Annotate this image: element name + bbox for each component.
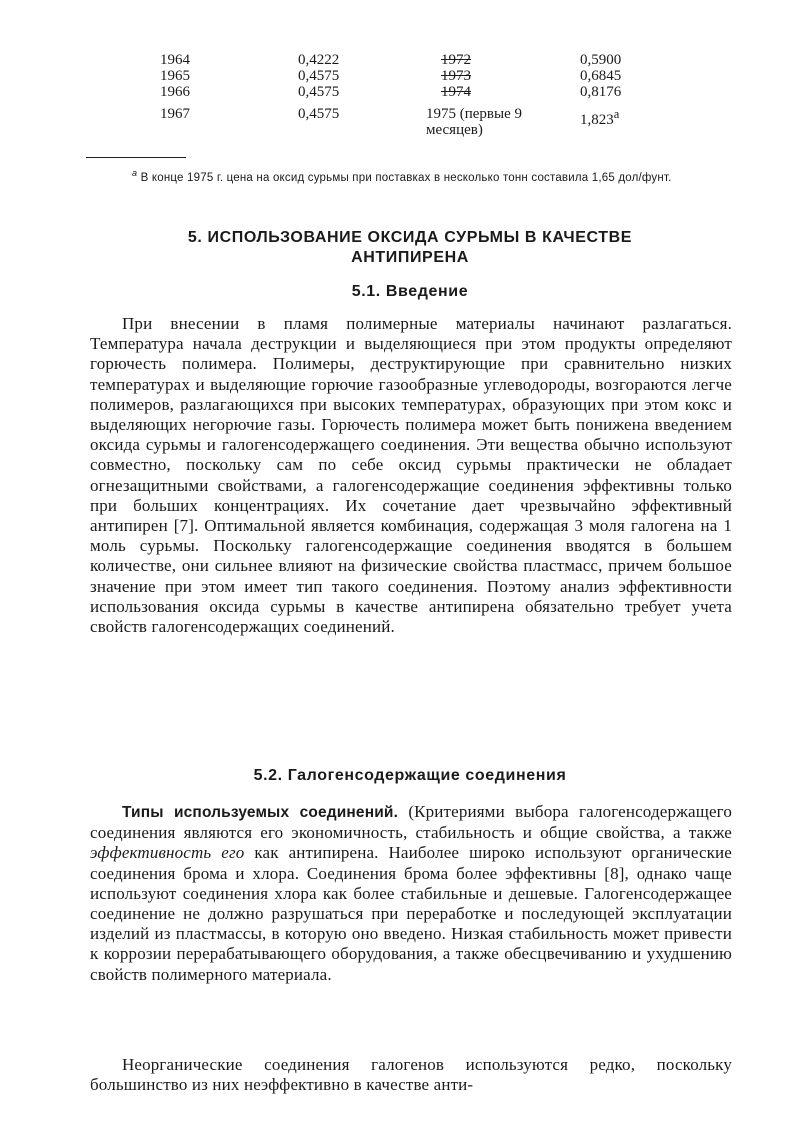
price-table xyxy=(160,52,680,142)
body-paragraph: Неорганические соединения галогенов используются редко, поскольку большинство из них неэффективно в качестве анти- xyxy=(90,1055,732,1095)
price-cell: 0,5900 xyxy=(580,52,622,68)
year-cell xyxy=(426,106,546,138)
subsection-heading-halogen: 5.2. Галогенсодержащие соединения xyxy=(253,767,567,784)
period-label: 1975 (первые 9 месяцев) xyxy=(426,106,522,138)
section-heading-line2: АНТИПИРЕНА xyxy=(351,249,469,266)
price-cell: 0,4575 xyxy=(298,68,340,84)
struck-year: 1972 xyxy=(441,52,471,68)
paragraph-text: как антипирена. Наиболее широко используют органические соединения брома и хлора. Соединения брома более эффективны [8], однако чаще используют соединения хлора как более стабильные и дешевые. Галогенсодержащее соединение не должно разрушаться при переработке и последующей эксплуатации изделий из пластмассы, в которую оно введено. Низкая стабильность может привести к коррозии перерабатывающего оборудования, а также обесцвечиванию и ухудшению свойств полимерного материала. xyxy=(90,843,733,984)
year-cell: 1964 xyxy=(160,52,190,68)
year-cell: 1966 xyxy=(160,84,190,100)
footnote-marker: а xyxy=(132,168,138,178)
price-cell xyxy=(580,106,619,128)
struck-year: 1973 xyxy=(441,68,471,84)
year-cell: 1965 xyxy=(160,68,190,84)
footnote xyxy=(132,166,678,186)
price-value: 1,823 xyxy=(580,112,614,128)
table-row xyxy=(160,84,680,100)
footnote-marker: а xyxy=(613,107,620,121)
run-in-heading: Типы используемых соединений. xyxy=(122,804,399,821)
price-cell: 0,6845 xyxy=(580,68,622,84)
table-row xyxy=(160,68,680,84)
year-cell: 1967 xyxy=(160,106,190,122)
struck-year: 1974 xyxy=(441,84,471,100)
body-paragraph xyxy=(90,802,732,985)
subsection-heading-intro: 5.1. Введение xyxy=(351,283,469,300)
italic-phrase: эффективность его xyxy=(90,843,245,863)
footnote-divider xyxy=(86,157,186,158)
price-cell: 0,8176 xyxy=(580,84,622,100)
paragraph-text: (Критериями выбора галогенсодержащего соединения являются его экономичность, стабильность и общие свойства, а также xyxy=(90,802,732,843)
price-cell: 0,4575 xyxy=(298,106,340,122)
price-cell: 0,4575 xyxy=(298,84,340,100)
table-row xyxy=(160,106,680,142)
section-heading-line1: 5. ИСПОЛЬЗОВАНИЕ ОКСИДА СУРЬМЫ В КАЧЕСТВЕ xyxy=(187,229,633,246)
section-heading xyxy=(150,228,670,268)
body-paragraph: При внесении в пламя полимерные материалы начинают разлагаться. Температура начала деструкции и выделяющиеся при этом продукты определяют горючесть полимера. Полимеры, деструктирующие при сравнительно низких температурах и выделяющие горючие газообразные углеводороды, возгораются легче полимеров, разлагающихся при высоких температурах, образующих при этом кокс и выделяющих негорючие газы. Горючесть полимера может быть понижена введением оксида сурьмы и галогенсодержащего соединения. Эти вещества обычно используют совместно, поскольку сам по себе оксид сурьмы практически не обладает огнезащитными свойствами, а галогенсодержащие соединения эффективны только при больших концентрациях. Их сочетание дает чрезвычайно эффективный антипирен [7]. Оптимальной является комбинация, содержащая 3 моля галогена на 1 моль сурьмы. Поскольку галогенсодержащие соединения вводятся в большем количестве, они сильнее влияют на физические свойства пластмасс, причем большое значение при этом имеет тип такого соединения. Поэтому анализ эффективности использования оксида сурьмы в качестве антипирена обязательно требует учета свойств галогенсодержащих соединений. xyxy=(90,314,732,637)
footnote-text: В конце 1975 г. цена на оксид сурьмы при поставках в несколько тонн составила 1,65 дол/фунт. xyxy=(140,171,672,184)
table-row xyxy=(160,52,680,68)
price-cell: 0,4222 xyxy=(298,52,340,68)
